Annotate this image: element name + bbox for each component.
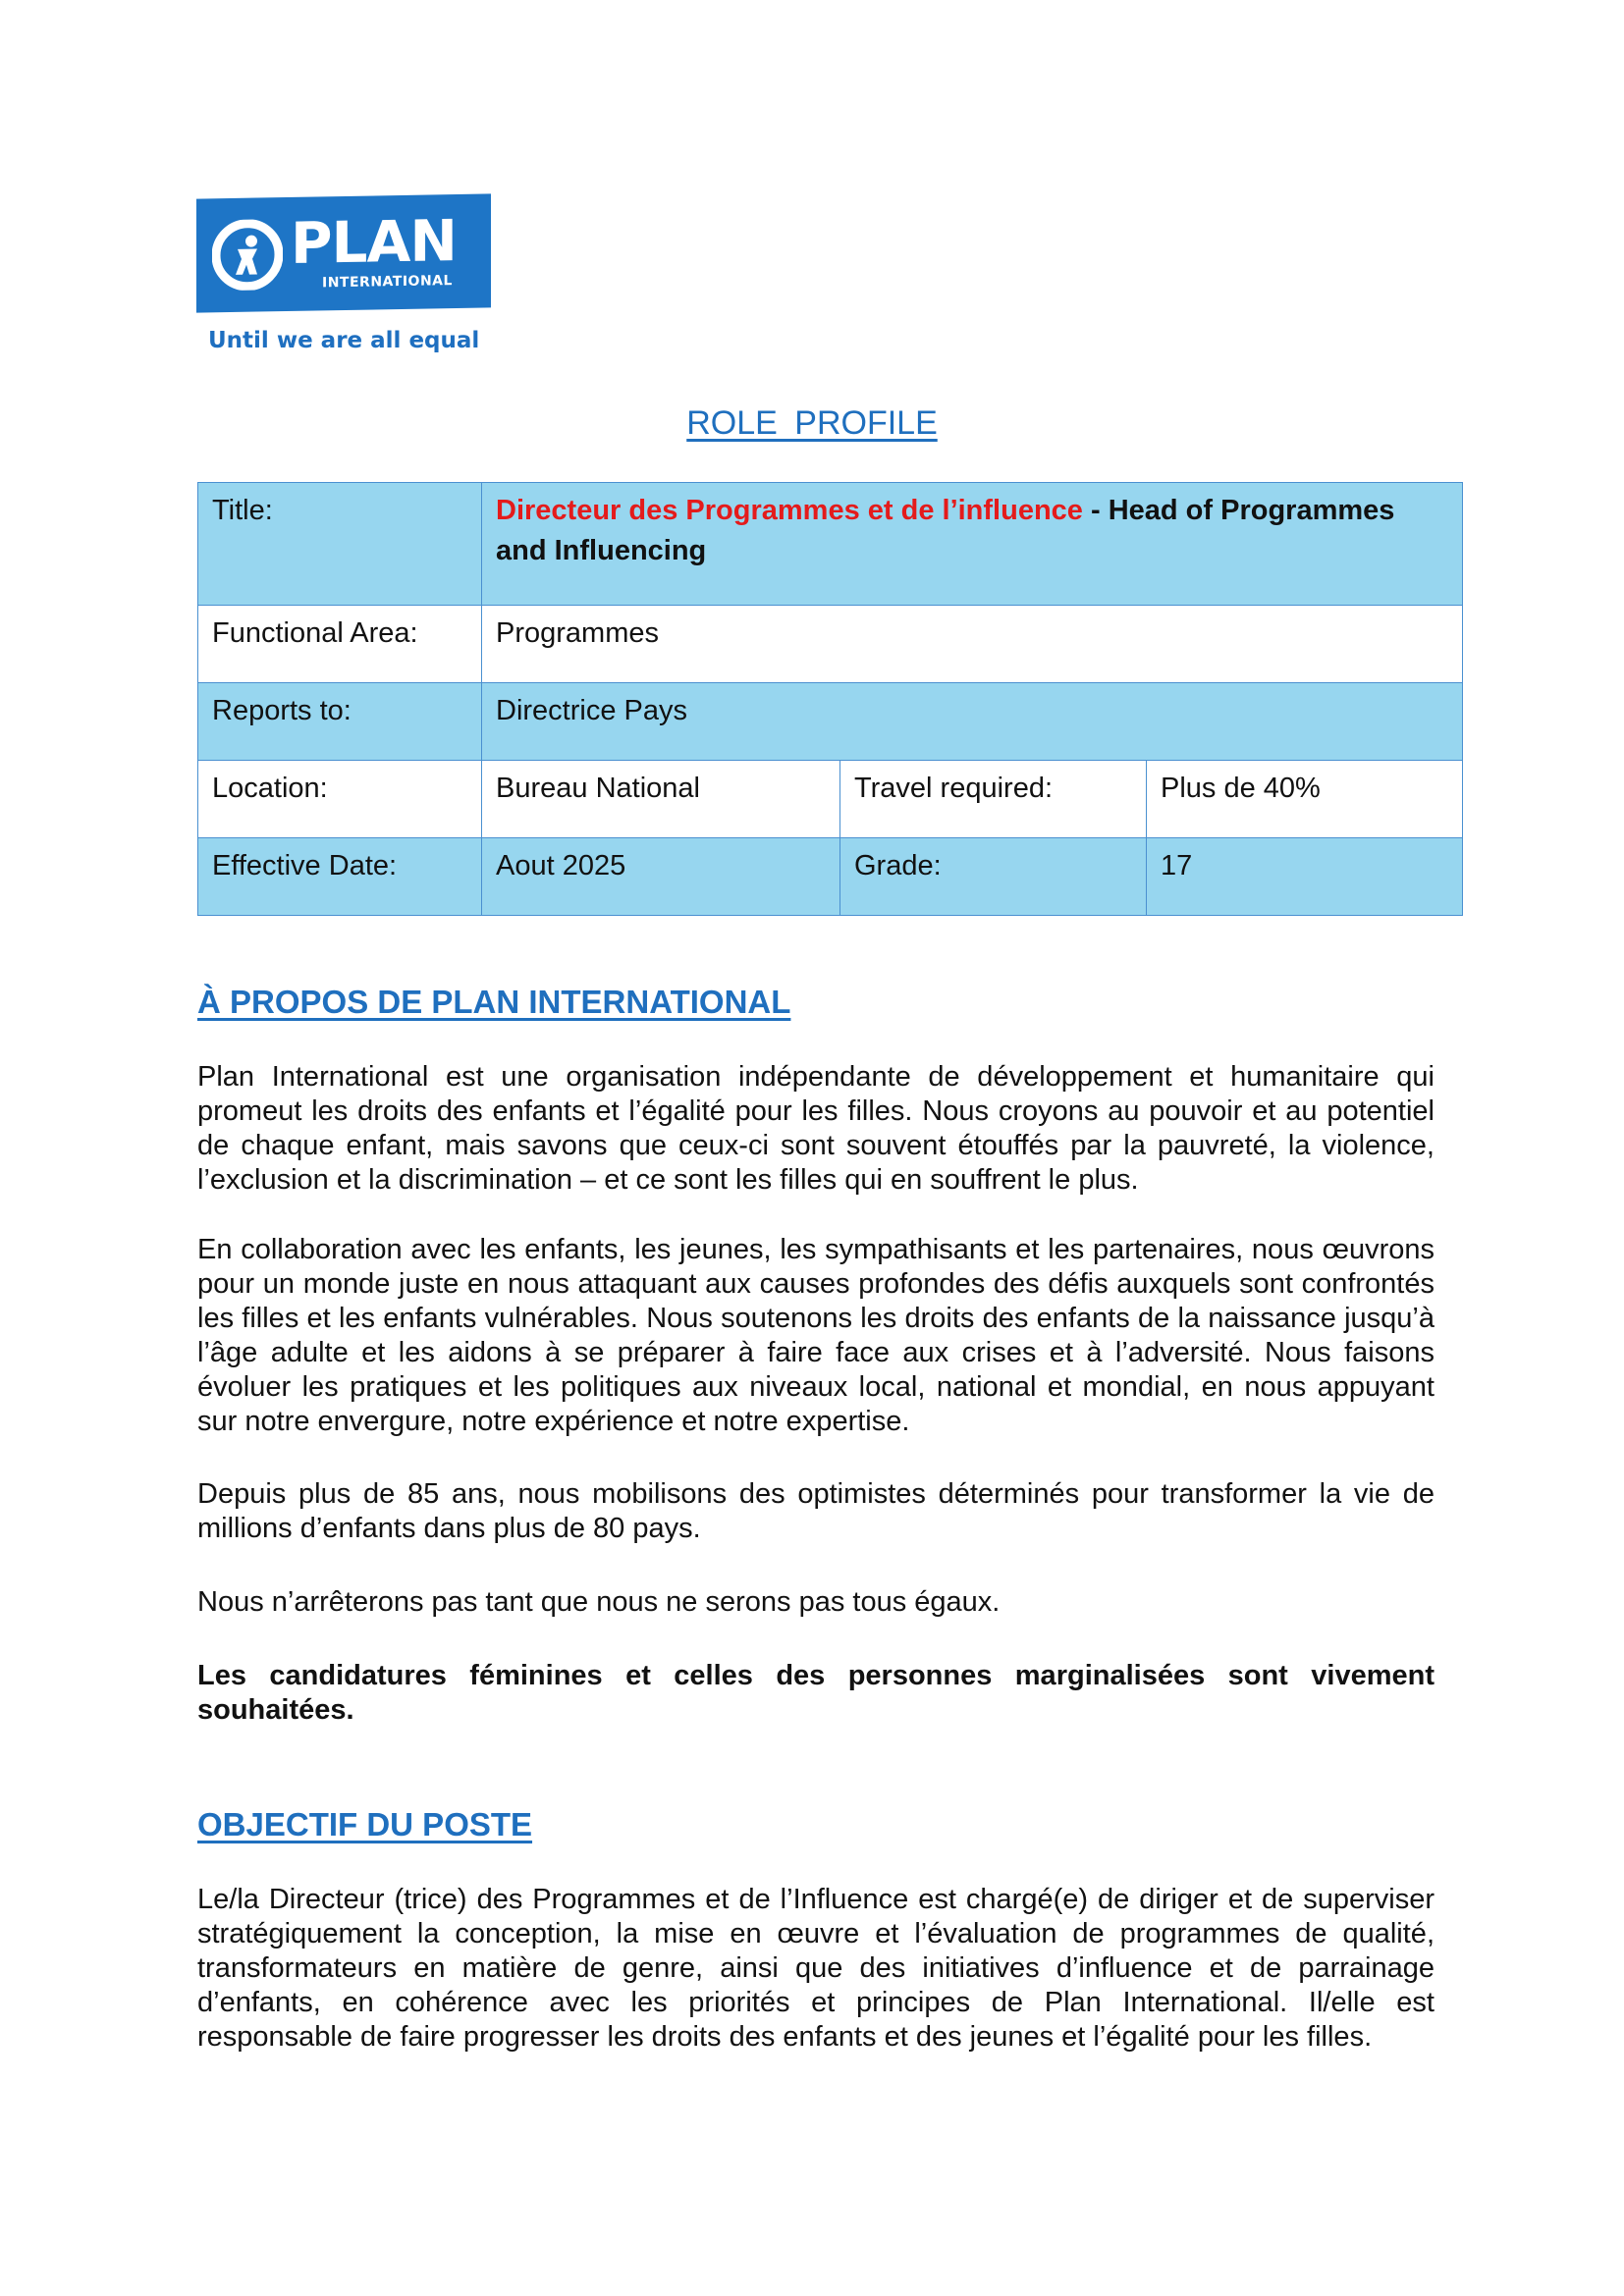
logo-box — [196, 193, 491, 312]
table-row — [198, 483, 1463, 606]
table-row — [198, 683, 1463, 761]
effective-date-value: Aout 2025 — [482, 838, 840, 916]
objective-paragraph-1: Le/la Directeur (trice) des Programmes et de l’Influence est chargé(e) de diriger et de superviser stratégiquement la conception, la mise en œuvre et l’évaluation de programmes de qualité, transformateurs en matière de genre, ainsi que des initiatives d’influence et de parrainage d’enfants, en cohérence avec les priorités et principes de Plan International. Il/elle est responsable de faire progresser les droits des enfants et des jeunes et l’égalité pour les filles. — [197, 1884, 1435, 2053]
functional-area-label: Functional Area: — [198, 606, 482, 683]
about-paragraph-2: En collaboration avec les enfants, les jeunes, les sympathisants et les partenaires, nous œuvrons pour un monde juste en nous attaquant aux causes profondes des défis auxquels sont confrontés les filles et les enfants vulnérables. Nous soutenons les droits des enfants de la naissance jusqu’à l’âge adulte et les aidons à se préparer à faire face aux crises et à l’adversité. Nous faisons évoluer les pratiques et les politiques aux niveaux local, national et mondial, en nous appuyant sur notre envergure, notre expérience et notre expertise. — [197, 1234, 1435, 1437]
table-row — [198, 606, 1463, 683]
title-value — [482, 483, 1463, 606]
about-paragraph-5: Les candidatures féminines et celles des personnes marginalisées sont vivement souhaitées. — [197, 1660, 1435, 1726]
section-heading-about: À PROPOS DE PLAN INTERNATIONAL — [197, 984, 791, 1020]
logo-wordmark: PLAN — [291, 206, 457, 277]
location-label: Location: — [198, 761, 482, 838]
reports-to-label: Reports to: — [198, 683, 482, 761]
section-heading-objective: OBJECTIF DU POSTE — [197, 1806, 533, 1842]
role-info-table — [197, 482, 1463, 916]
table-row — [198, 838, 1463, 916]
plan-international-logo — [196, 196, 491, 353]
effective-date-label: Effective Date: — [198, 838, 482, 916]
about-paragraph-1: Plan International est une organisation indépendante de développement et humanitaire qui promeut les droits des enfants et l’égalité pour les filles. Nous croyons au pouvoir et au potentiel de chaque enfant, mais savons que ceux-ci sont souvent étouffés par la pauvreté, la violence, l’exclusion et la discrimination – et ce sont les filles qui en souffrent le plus. — [197, 1061, 1435, 1196]
reports-to-value: Directrice Pays — [482, 683, 1463, 761]
grade-label: Grade: — [840, 838, 1147, 916]
travel-label: Travel required: — [840, 761, 1147, 838]
logo-subword: INTERNATIONAL — [322, 273, 453, 292]
functional-area-value: Programmes — [482, 606, 1463, 683]
table-row — [198, 761, 1463, 838]
title-label: Title: — [198, 483, 482, 606]
location-value: Bureau National — [482, 761, 840, 838]
about-paragraph-4: Nous n’arrêterons pas tant que nous ne serons pas tous égaux. — [197, 1586, 1001, 1618]
title-value-french: Directeur des Programmes et de l’influence — [496, 495, 1083, 526]
title-value-english: - Head of Programmes and Influencing — [496, 495, 1395, 566]
child-globe-icon — [212, 219, 283, 291]
about-paragraph-3: Depuis plus de 85 ans, nous mobilisons des optimistes déterminés pour transformer la vie de millions d’enfants dans plus de 80 pays. — [197, 1478, 1435, 1544]
logo-tagline: Until we are all equal — [208, 328, 480, 353]
page-title: ROLE PROFILE — [686, 404, 938, 442]
travel-value: Plus de 40% — [1147, 761, 1463, 838]
grade-value: 17 — [1147, 838, 1463, 916]
